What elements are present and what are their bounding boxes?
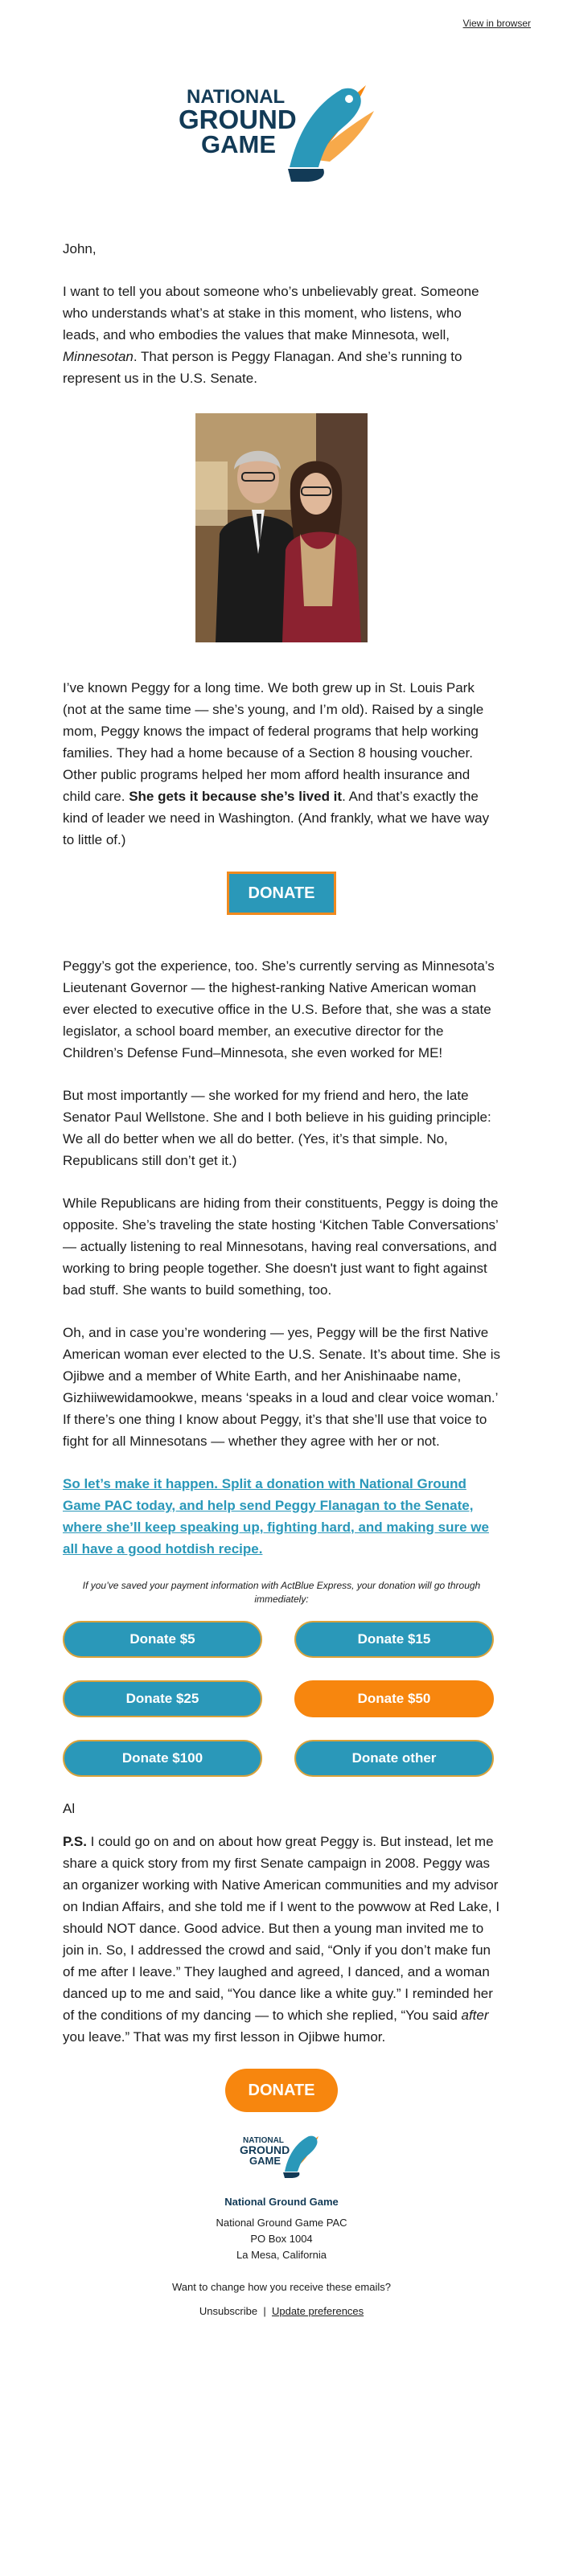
footer-org-name: National Ground Game — [224, 2196, 339, 2208]
footer — [0, 2194, 563, 2352]
logo-line2: GROUND — [179, 105, 297, 134]
salutation: John, — [63, 241, 97, 256]
footer-logo-line1: NATIONAL — [243, 2136, 284, 2145]
paragraph-wellstone: But most importantly — she worked for my friend and hero, the late Senator Paul Wellstone. She and I both believe in his guiding principle: We all do better when we all do better. (Yes, it’s that simple. No, Republicans still don’t get it.) — [63, 1088, 491, 1168]
letter-body — [0, 238, 563, 2180]
paragraph-background: I’ve known Peggy for a long time. We both grew up in St. Louis Park (not at the same time — she’s young, and I’m old). Raised by a single mom, Peggy knows the impact of federal programs that help working families. They had a home because of a Section 8 housing voucher. Other public programs helped her mom afford health insurance and child care. She gets it because she’s lived it. And that’s exactly the kind of leader we need in Washington. (And frankly, what we have way to little of.) — [63, 680, 490, 847]
donate-button-main[interactable]: DONATE — [227, 872, 336, 915]
postscript: P.S. I could go on and on about how great Peggy is. But instead, let me share a quick story from my first Senate campaign in 2008. Peggy was an organizer working with Native American communities and my advisor on Indian Affairs, and she told me if I went to the powwow at Red Lake, I should NOT dance. Good advice. But then a young man invited me to join in. So, I addressed the crowd and said, “Only if you don’t make fun of me after I leave.” They laughed and agreed, I danced, and a woman danced up to me and said, “You dance like a white guy.” I reminded her of the conditions of my dancing — to which she replied, “You said after you leave.” That was my first lesson in Ojibwe humor. — [63, 1834, 500, 2045]
actblue-express-note: If you’ve saved your payment information with ActBlue Express, your donation will go through immediately: — [82, 1580, 481, 1605]
logo-line1: NATIONAL — [187, 86, 286, 108]
national-ground-game-logo — [177, 61, 386, 190]
view-in-browser-link[interactable]: View in browser — [462, 18, 531, 29]
donate-100-button[interactable]: Donate $100 — [63, 1740, 262, 1777]
photo-container — [63, 413, 500, 646]
footer-address-line3: La Mesa, California — [236, 2249, 327, 2261]
footer-logo-line2: GROUND — [240, 2143, 290, 2156]
footer-link-separator: | — [263, 2305, 266, 2317]
donate-15-button[interactable]: Donate $15 — [294, 1621, 494, 1658]
footer-change-prompt: Want to change how you receive these emails? — [172, 2281, 391, 2293]
top-bar — [0, 0, 563, 45]
donate-25-button[interactable]: Donate $25 — [63, 1680, 262, 1717]
paragraph-first-native: Oh, and in case you’re wondering — yes, Peggy will be the first Native American woman ever elected to the U.S. Senate. It’s about time. She is Ojibwe and a member of White Earth, and her Anishinaabe name, Gizhiiwewidamookwe, means ‘speaks in a loud and clear voice woman.’ If there’s one thing I know about Peggy, it’s that she’ll use that voice to fight for all Minnesotans — whether they agree with her or not. — [63, 1325, 500, 1449]
signature: Al — [63, 1801, 76, 1816]
paragraph-kitchen-table: While Republicans are hiding from their constituents, Peggy is doing the opposite. She’s traveling the state hosting ‘Kitchen Table Conversations’ — actually listening to real Minnesotans, having real conversations, and working to bring people together. She doesn't just want to fight against bad stuff. She wants to build something, too. — [63, 1196, 499, 1298]
unsubscribe-link[interactable]: Unsubscribe — [199, 2305, 258, 2317]
logo-line3: GAME — [201, 130, 276, 158]
donate-amount-grid — [63, 1621, 500, 1777]
donate-other-button[interactable]: Donate other — [294, 1740, 494, 1777]
runner-shoe-icon — [177, 61, 386, 190]
al-and-peggy-photo — [195, 413, 368, 642]
donate-50-button[interactable]: Donate $50 — [294, 1680, 494, 1717]
split-donation-link[interactable]: So let’s make it happen. Split a donation with National Ground Game PAC today, and help send Peggy Flanagan to the Senate, where she’ll keep speaking up, fighting hard, and making sure we all have a good hotdish recipe. — [63, 1476, 489, 1557]
footer-address-line2: PO Box 1004 — [250, 2233, 313, 2245]
update-preferences-link[interactable]: Update preferences — [271, 2305, 364, 2317]
footer-links — [0, 2303, 563, 2320]
donate-5-button[interactable]: Donate $5 — [63, 1621, 262, 1658]
footer-logo — [238, 2125, 325, 2180]
donate-button-bottom[interactable]: DONATE — [225, 2069, 338, 2112]
paragraph-experience: Peggy’s got the experience, too. She’s currently serving as Minnesota’s Lieutenant Governor — the highest-ranking Native American woman ever elected to executive office in the U.S. Before that, she was a state legislator, a school board member, an executive director for the Children’s Defense Fund–Minnesota, she even worked for ME! — [63, 958, 495, 1060]
runner-shoe-small-icon — [238, 2125, 325, 2180]
paragraph-intro: I want to tell you about someone who’s unbelievably great. Someone who understands what’s at stake in this moment, who listens, who leads, and who embodies the values that make Minnesota, well, Minnesotan. That person is Peggy Flanagan. And she’s running to represent us in the U.S. Senate. — [63, 284, 479, 386]
footer-address-line1: National Ground Game PAC — [216, 2217, 347, 2229]
footer-logo-line3: GAME — [249, 2155, 281, 2167]
